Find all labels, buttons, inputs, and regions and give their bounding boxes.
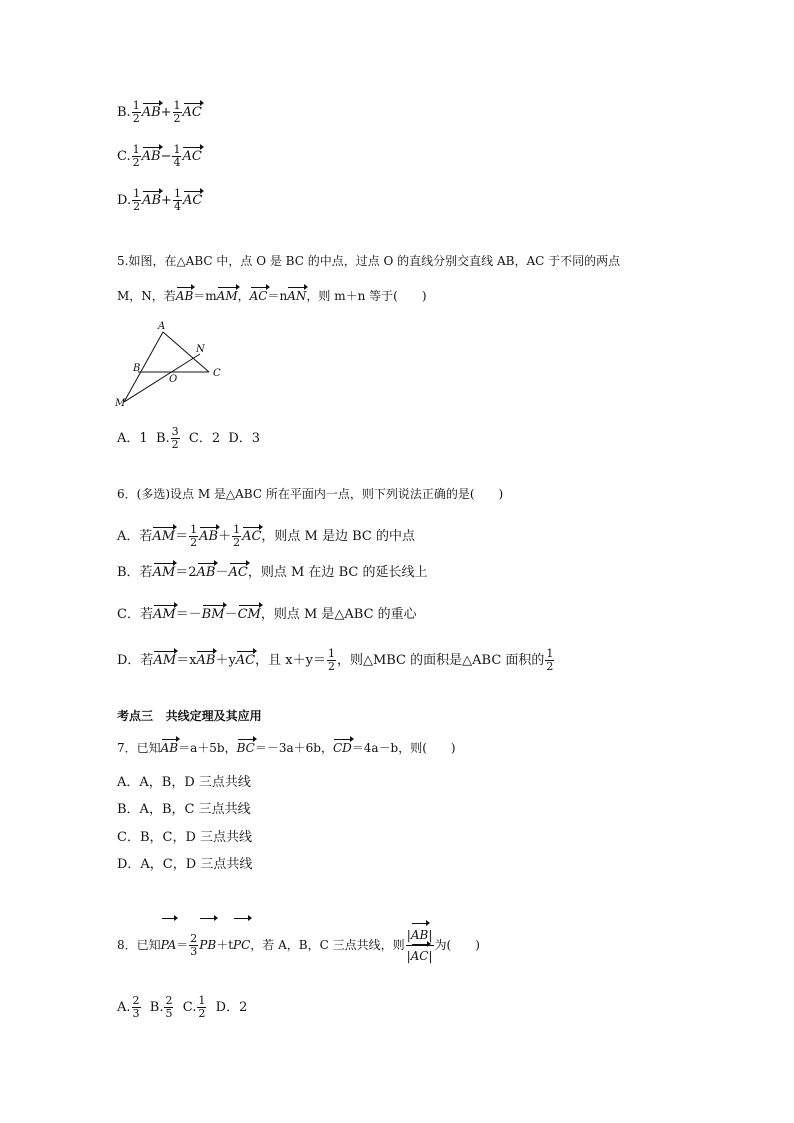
label-b: B	[133, 363, 141, 374]
triangle-figure	[112, 318, 232, 410]
label-o: O	[169, 374, 178, 385]
line-a-m	[124, 332, 163, 402]
q6-option-d: D．若AM＝xAB＋yAC，且 x＋y＝ $\frac{1}{2}$ ，则△MBC 的面积是△ABC 面积的 $\frac{1}{2}$	[117, 647, 554, 673]
q5-options: A．1 B. $\frac{3}{2}$ C．2 D．3	[117, 425, 261, 451]
q5-stem-line1: 5.如图，在△ABC 中，点 O 是 BC 的中点，过点 O 的直线分别交直线 AB，AC 于不同的两点	[117, 254, 621, 268]
magnitude-ratio: $\frac{|AB|}{|AC|}$	[406, 925, 434, 966]
label-a: A	[158, 321, 166, 332]
vector-ac: AC	[182, 193, 203, 208]
vector-ab: AB	[142, 193, 162, 208]
vector-ac: AC	[182, 149, 202, 164]
q7-stem: 7．已知AB＝a＋5b，BC＝－3a＋6b，CD＝4a－b，则( )	[117, 741, 456, 755]
q7-option-c: C．B，C，D 三点共线	[117, 830, 253, 845]
vector-ac: AC	[182, 105, 202, 120]
q7-option-b: B．A，B，C 三点共线	[117, 802, 251, 817]
q6-stem: 6．(多选)设点 M 是△ABC 所在平面内一点，则下列说法正确的是( )	[117, 487, 504, 501]
vector-ab: AB	[141, 105, 161, 120]
label-m: M	[115, 398, 126, 409]
q8-stem: 8．已知PA＝ $\frac{2}{3}$ PB＋tPC，若 A，B，C 三点共线，则 $\frac{|AB|}{|AC|}$ 为( )	[117, 920, 480, 970]
q7-option-d: D．A，C，D 三点共线	[117, 857, 253, 872]
q6-option-a: A．若AM＝ $\frac{1}{2}$ AB＋ $\frac{1}{2}$ AC，则点 M 是边 BC 的中点	[117, 523, 416, 549]
line-m-n	[124, 354, 200, 402]
q4-option-c: C. $\frac{1}{2}$ AB− $\frac{1}{4}$ AC	[117, 143, 202, 169]
vector-ab: AB	[141, 149, 161, 164]
q4-option-b: B. $\frac{1}{2}$ AB+ $\frac{1}{2}$ AC	[117, 99, 202, 125]
q5-stem-line2: M，N，若AB＝mAM，AC＝nAN，则 m＋n 等于( )	[117, 289, 427, 303]
q6-option-b: B．若AM＝2AB－AC，则点 M 在边 BC 的延长线上	[117, 565, 428, 580]
q4-option-d: D. $\frac{1}{2}$ AB+ $\frac{1}{4}$ AC	[117, 187, 203, 213]
label-c: C	[213, 368, 221, 379]
label-n: N	[196, 344, 205, 355]
section-heading: 考点三 共线定理及其应用	[117, 709, 262, 723]
q8-options: A. $\frac{2}{3}$ B. $\frac{2}{5}$ C. $\frac{1}{2}$ D．2	[117, 994, 248, 1020]
q6-option-c: C．若AM＝－BM－CM，则点 M 是△ABC 的重心	[117, 607, 417, 622]
q7-option-a: A．A，B，D 三点共线	[117, 775, 251, 790]
